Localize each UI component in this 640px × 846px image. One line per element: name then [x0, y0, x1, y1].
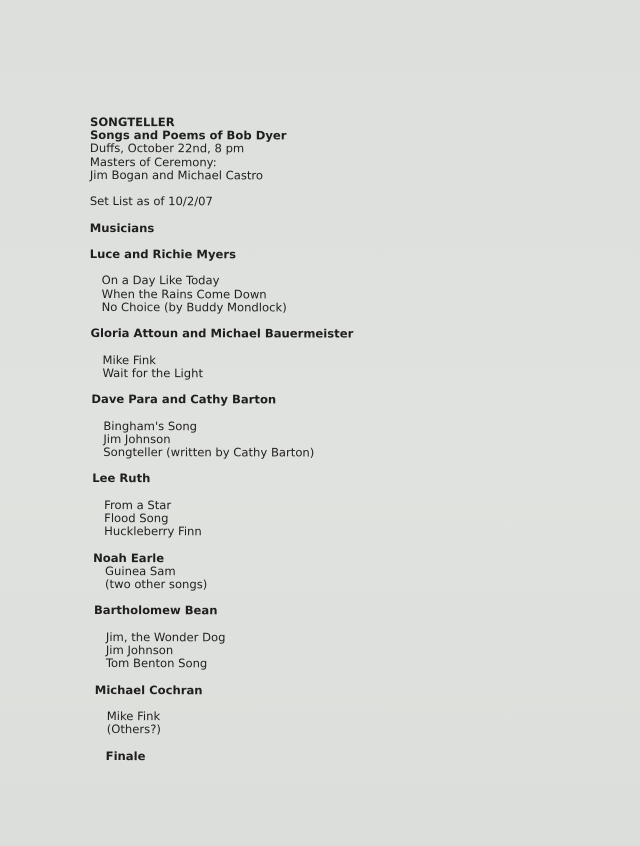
- performer-block: [90, 248, 570, 315]
- song-title: Flood Song: [104, 510, 169, 526]
- song-title: Guinea Sam: [105, 563, 176, 578]
- song-title: From a Star: [104, 497, 172, 512]
- song-title: No Choice (by Buddy Mondlock): [101, 299, 287, 315]
- mc-names: Jim Bogan and Michael Castro: [89, 167, 264, 183]
- song-title: Bingham's Song: [103, 418, 198, 433]
- set-list-document: [89, 116, 570, 764]
- performer-name: Luce and Richie Myers: [89, 246, 237, 262]
- performer-block: [90, 327, 570, 381]
- song-title: Jim Johnson: [103, 431, 171, 446]
- song-title: Wait for the Light: [102, 365, 204, 381]
- document-subtitle: Songs and Poems of Bob Dyer: [89, 128, 287, 143]
- finale-heading: Finale: [105, 748, 146, 763]
- song-title: (two other songs): [105, 576, 208, 592]
- song-title: On a Day Like Today: [101, 273, 220, 288]
- performer-block: [92, 472, 572, 539]
- performer-name: Bartholomew Bean: [93, 603, 218, 618]
- performer-name: Dave Para and Cathy Barton: [91, 392, 277, 407]
- performer-name: Michael Cochran: [94, 682, 203, 697]
- performer-block: [91, 393, 571, 460]
- musicians-heading: Musicians: [89, 220, 155, 235]
- song-title: Jim Johnson: [105, 642, 174, 658]
- performer-name: Gloria Attoun and Michael Bauermeister: [90, 326, 354, 341]
- document-title: SONGTELLER: [89, 115, 175, 130]
- performer-block: [95, 684, 575, 738]
- song-title: (Others?): [106, 722, 161, 737]
- mc-label: Masters of Ceremony:: [89, 154, 217, 169]
- performer-block: [93, 552, 573, 593]
- song-title: When the Rains Come Down: [101, 286, 267, 301]
- event-info: Duffs, October 22nd, 8 pm: [89, 141, 245, 156]
- performer-name: Lee Ruth: [92, 471, 151, 486]
- song-title: Mike Fink: [102, 352, 156, 367]
- performer-name: Noah Earle: [93, 550, 165, 565]
- song-title: Huckleberry Finn: [104, 524, 202, 539]
- song-title: Tom Benton Song: [105, 656, 208, 671]
- song-title: Mike Fink: [106, 708, 161, 724]
- song-title: Songteller (written by Cathy Barton): [103, 444, 315, 460]
- performer-block: [94, 604, 574, 671]
- song-title: Jim, the Wonder Dog: [105, 629, 226, 645]
- set-list-date: Set List as of 10/2/07: [89, 194, 213, 209]
